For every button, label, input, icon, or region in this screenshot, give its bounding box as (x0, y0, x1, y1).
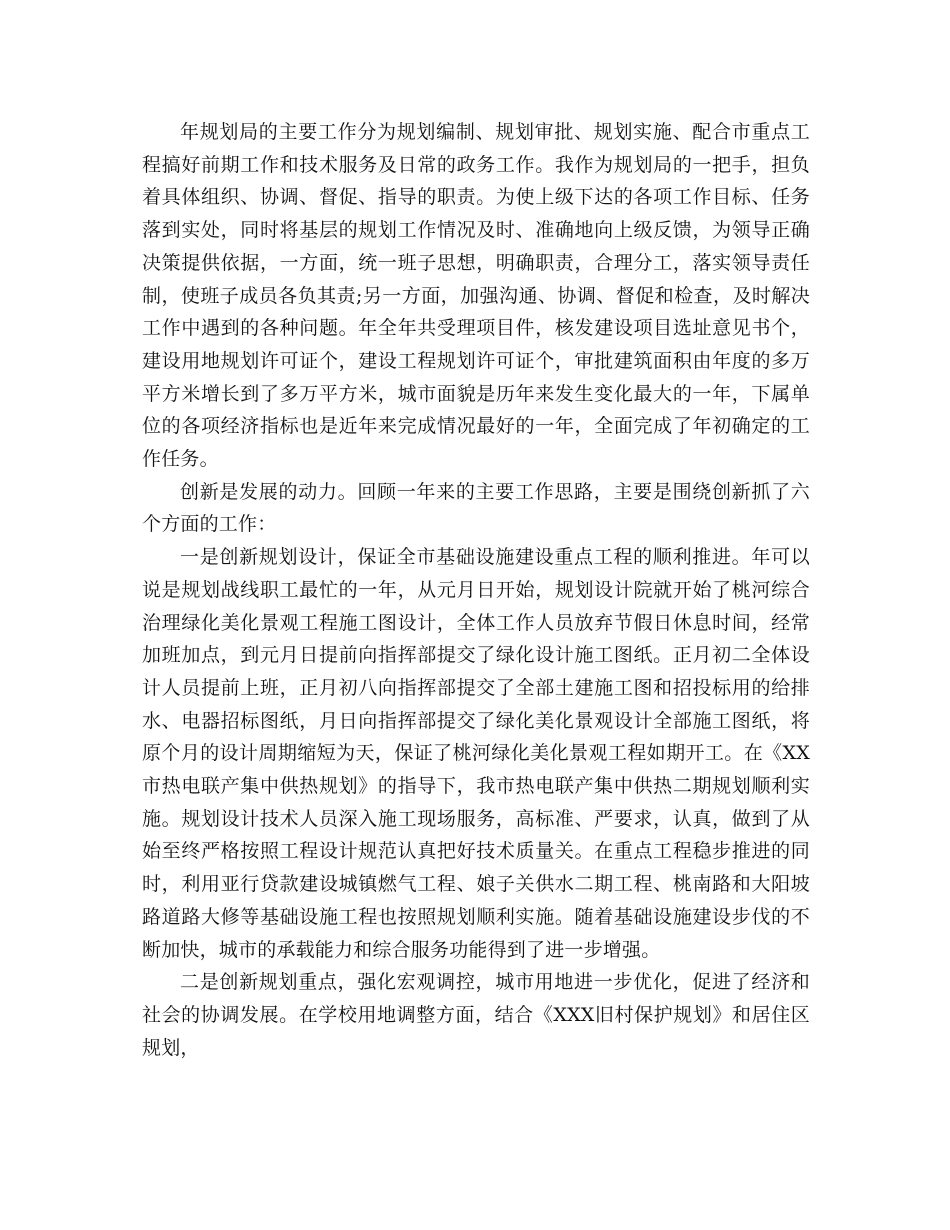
paragraph-innovation-intro: 创新是发展的动力。回顾一年来的主要工作思路，主要是围绕创新抓了六个方面的工作： (142, 480, 810, 536)
paragraph-summary: 年规划局的主要工作分为规划编制、规划审批、规划实施、配合市重点工程搞好前期工作和技术服务及日常的政务工作。我作为规划局的一把手，担负着具体组织、协调、督促、指导的职责。为使上级下达的各项工作目标、任务落到实处，同时将基层的规划工作情况及时、准确地向上级反馈，为领导正确决策提供依据，一方面，统一班子思想，明确职责，合理分工，落实领导责任制，使班子成员各负其责;另一方面，加强沟通、协调、督促和检查，及时解决工作中遇到的各种问题。年全年共受理项目件，核发建设项目选址意见书个，建设用地规划许可证个，建设工程规划许可证个，审批建筑面积由年度的多万平方米增长到了多万平方米，城市面貌是历年来发生变化最大的一年，下属单位的各项经济指标也是近年来完成情况最好的一年，全面完成了年初确定的工作任务。 (142, 121, 810, 471)
paragraph-planning-design: 一是创新规划设计，保证全市基础设施建设重点工程的顺利推进。年可以说是规划战线职工最忙的一年，从元月日开始，规划设计院就开始了桃河综合治理绿化美化景观工程施工图设计，全体工作人员放弃节假日休息时间，经常加班加点，到元月日提前向指挥部提交了绿化设计施工图纸。正月初二全体设计人员提前上班，正月初八向指挥部提交了全部土建施工图和招投标用的给排水、电器招标图纸，月日向指挥部提交了绿化美化景观设计全部施工图纸，将原个月的设计周期缩短为天，保证了桃河绿化美化景观工程如期开工。在《XX市热电联产集中供热规划》的指导下，我市热电联产集中供热二期规划顺利实施。规划设计技术人员深入施工现场服务，高标准、严要求，认真，做到了从始至终严格按照工程设计规范认真把好技术质量关。在重点工程稳步推进的同时，利用亚行贷款建设城镇燃气工程、娘子关供水二期工程、桃南路和大阳坡路道路大修等基础设施工程也按照规划顺利实施。随着基础设施建设步伐的不断加快，城市的承载能力和综合服务功能得到了进一步增强。 (142, 546, 810, 961)
document-body (142, 116, 810, 1064)
paragraph-planning-focus: 二是创新规划重点，强化宏观调控，城市用地进一步优化，促进了经济和社会的协调发展。在学校用地调整方面，结合《XXX旧村保护规划》和居住区规划， (142, 971, 810, 1059)
